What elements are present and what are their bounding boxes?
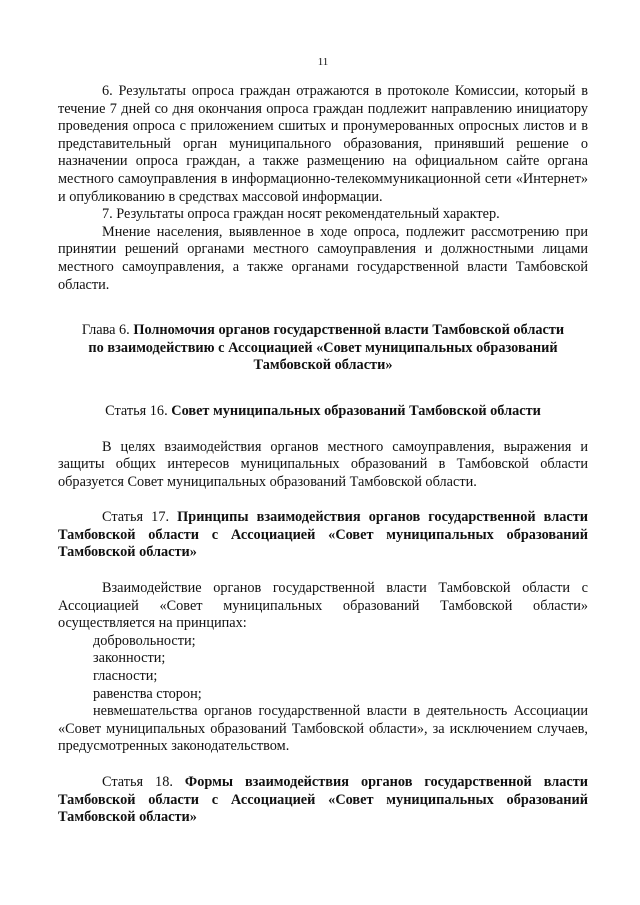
article-17-prefix: Статья 17. (102, 509, 170, 526)
article-16-prefix: Статья 16. (105, 402, 168, 419)
article-18-prefix: Статья 18. (102, 774, 173, 790)
paragraph-item-7: 7. Результаты опроса граждан носят рекомендательный характер. (102, 206, 500, 223)
article-17-title: Принципы взаимодействия органов государственной власти Тамбовской области с Ассоциацией «Совет муниципальных образований Тамбовской области» (58, 509, 588, 561)
paragraph-item-6: 6. Результаты опроса граждан отражаются в протоколе Комиссии, который в течение 7 дней со дня окончания опроса граждан подлежит направлению инициатору проведения опроса с приложением сшитых и пронумерованных опросных листов и в представительный орган муниципального образования, принявший решение о назначении опроса граждан, а также размещению на официальном сайте органа местного самоуправления в информационно-телекоммуникационной сети «Интернет» и опубликованию в средствах массовой информации. (58, 83, 588, 205)
article-17-item: равенства сторон; (93, 685, 202, 702)
chapter-6-heading (58, 322, 588, 375)
chapter-6-prefix: Глава 6. (81, 322, 130, 339)
page-number: 11 (317, 56, 329, 68)
article-18-title: Формы взаимодействия органов государственной власти Тамбовской области с Ассоциацией «Совет муниципальных образований Тамбовской области» (58, 774, 588, 826)
article-16-heading (58, 403, 588, 421)
article-17-last-item: невмешательства органов государственной власти в деятельность Ассоциации «Совет муниципальных образований Тамбовской области», за исключением случаев, предусмотренных законодательством. (58, 703, 588, 755)
article-16-title: Совет муниципальных образований Тамбовской области (171, 402, 541, 419)
article-16-text: В целях взаимодействия органов местного самоуправления, выражения и защиты общих интересов муниципальных образований в Тамбовской области образуется Совет муниципальных образований Тамбовской области. (58, 438, 588, 490)
paragraph-opinion: Мнение населения, выявленное в ходе опроса, подлежит рассмотрению при принятии решений органами местного самоуправления и должностными лицами местного самоуправления, а также органами государственной власти Тамбовской области. (58, 223, 588, 293)
article-17-item: законности; (93, 650, 166, 667)
article-17-intro: Взаимодействие органов государственной власти Тамбовской области с Ассоциацией «Совет муниципальных образований Тамбовской области» осуществляется на принципах: (58, 580, 588, 632)
article-17-item: гласности; (93, 668, 158, 685)
article-17-item: добровольности; (93, 632, 196, 649)
article-18-heading (58, 774, 588, 827)
article-17-heading (58, 509, 588, 562)
chapter-6-title: Полномочия органов государственной власти Тамбовской области по взаимодействию с Ассоциацией «Совет муниципальных образований Тамбовской области» (88, 322, 565, 374)
